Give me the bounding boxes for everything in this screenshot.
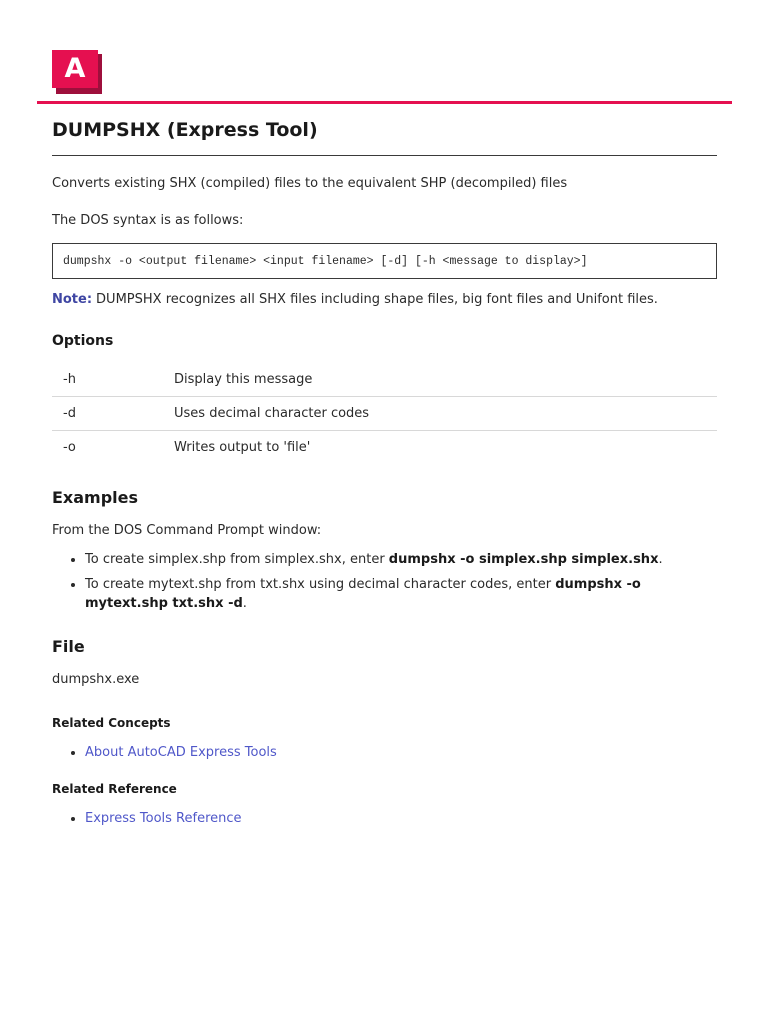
list-item bbox=[85, 550, 717, 569]
file-heading: File bbox=[52, 637, 85, 656]
table-row bbox=[52, 363, 717, 397]
example-command: dumpshx -o mytext.shp txt.shx -d bbox=[85, 577, 641, 611]
note-paragraph bbox=[52, 291, 717, 309]
example-end: . bbox=[242, 596, 247, 611]
header-divider bbox=[37, 101, 732, 104]
file-name: dumpshx.exe bbox=[52, 672, 140, 687]
options-heading: Options bbox=[52, 333, 114, 349]
option-description: Uses decimal character codes bbox=[174, 397, 717, 431]
express-tools-reference-link[interactable]: Express Tools Reference bbox=[85, 811, 242, 826]
option-description: Writes output to 'file' bbox=[174, 431, 717, 465]
list-item bbox=[85, 575, 717, 613]
related-concepts-list bbox=[52, 743, 717, 762]
syntax-intro: The DOS syntax is as follows: bbox=[52, 213, 244, 228]
syntax-code-block: dumpshx -o <output filename> <input filename> [-d] [-h <message to display>] bbox=[52, 243, 717, 279]
example-text: To create mytext.shp from txt.shx using decimal character codes, enter bbox=[85, 577, 556, 592]
option-flag: -o bbox=[52, 431, 174, 465]
related-reference-heading: Related Reference bbox=[52, 782, 177, 796]
option-flag: -h bbox=[63, 371, 76, 387]
example-end: . bbox=[658, 552, 663, 567]
about-express-tools-link[interactable]: About AutoCAD Express Tools bbox=[85, 745, 277, 760]
note-text: DUMPSHX recognizes all SHX files including shape files, big font files and Unifont files. bbox=[96, 292, 658, 307]
autocad-logo bbox=[52, 50, 102, 94]
examples-intro: From the DOS Command Prompt window: bbox=[52, 523, 322, 538]
list-item bbox=[85, 743, 717, 762]
note-label: Note: bbox=[52, 292, 93, 307]
table-row bbox=[52, 397, 717, 431]
related-reference-list bbox=[52, 809, 717, 828]
intro-paragraph: Converts existing SHX (compiled) files to the equivalent SHP (decompiled) files bbox=[52, 176, 568, 191]
example-command: dumpshx -o simplex.shp simplex.shx bbox=[388, 552, 659, 567]
page-title: DUMPSHX (Express Tool) bbox=[52, 118, 717, 156]
option-flag: -d bbox=[52, 397, 174, 431]
option-description: Display this message bbox=[174, 371, 313, 387]
example-text: To create simplex.shp from simplex.shx, enter bbox=[85, 552, 389, 567]
related-concepts-heading: Related Concepts bbox=[52, 716, 171, 730]
main-content bbox=[52, 118, 717, 828]
logo-letter: A bbox=[52, 50, 98, 88]
examples-list bbox=[52, 550, 717, 613]
list-item bbox=[85, 809, 717, 828]
table-row bbox=[52, 431, 717, 465]
examples-heading: Examples bbox=[52, 488, 139, 507]
options-table bbox=[52, 363, 717, 464]
